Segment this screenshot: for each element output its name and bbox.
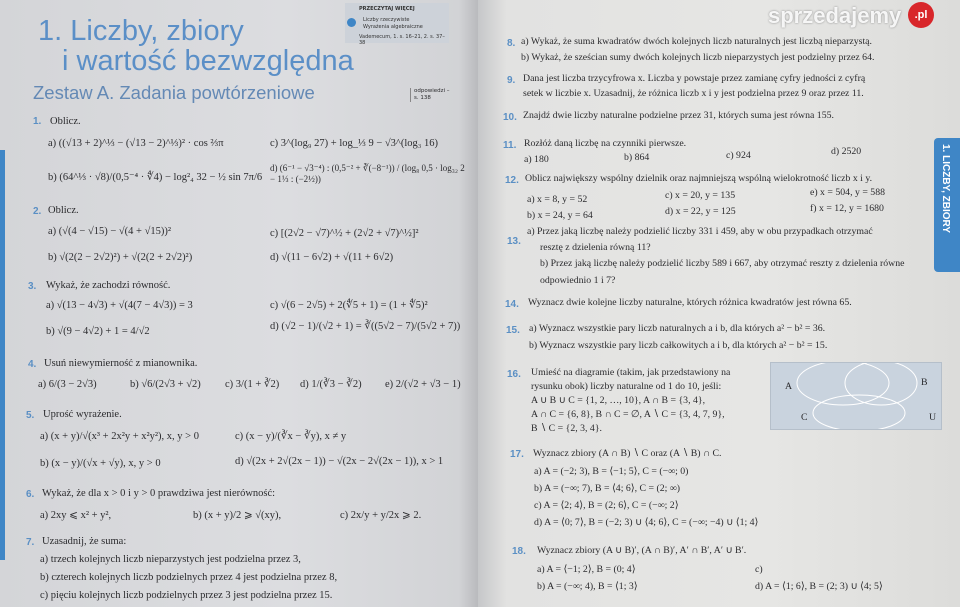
task-item: c) [(2√2 − √7)^½ + (2√2 + √7)^½]² [270,228,419,239]
task-item: c) A = ⟨2; 4⟩, B = (2; 6⟩, C = (−∞; 2⟩ [534,500,679,511]
task-text: Wyznacz zbiory (A ∪ B)′, (A ∩ B)′, A′ ∩ B′, A′ ∪ B′. [537,545,747,556]
task-item: d) √(2x + 2√(2x − 1)) − √(2x − 2√(2x − 1)), x > 1 [235,456,444,467]
task-text: Oblicz największy wspólny dzielnik oraz najmniejszą wspólną wielokrotność liczb x i y. [525,173,873,184]
task-number: 4. [28,359,37,370]
task-text: a) Wykaż, że suma kwadratów dwóch kolejnych liczb naturalnych jest liczbą nieparzystą. [521,36,872,47]
task-item: a) √(13 − 4√3) + √(4(7 − 4√3)) = 3 [46,300,193,311]
task-text: rysunku obok) liczby naturalne od 1 do 10, jeśli: [531,381,722,392]
read-more-item: Liczby rzeczywiste [363,17,410,23]
task-item: a) A = (−2; 3), B = ⟨−1; 5⟩, C = (−∞; 0) [534,466,689,477]
task-item: e) 2/(√2 + √3 − 1) [385,379,461,390]
task-item: b) A = (−∞; 7), B = ⟨4; 6⟩, C = (2; ∞) [534,483,681,494]
task-number: 18. [512,546,526,557]
task-item: a) (√(4 − √15) − √(4 + √15))² [48,226,171,237]
task-item: d) 1/(∛3 − ∛2) [300,379,362,390]
task-text: b) Wyznacz wszystkie pary liczb całkowitych a i b, dla których a² − b² = 15. [529,340,828,351]
task-item: d) (6⁻¹ − √3⁻⁴) : (0,5⁻² + ∛(−8⁻¹)) / (log₈ 0,5 · log₃₂ 2 − 1⅓ : (−2½)) [270,163,465,184]
left-edge-tab [0,150,5,560]
venn-label-c: C [801,412,808,423]
task-item: a) A = ⟨−1; 2⟩, B = (0; 4⟩ [537,564,636,575]
read-more-item: Wyrażenia algebraiczne [363,24,423,30]
read-more-ref: Vademecum, 1. s. 16–21, 2. s. 37–38 [359,34,445,46]
task-number: 15. [506,325,520,336]
section-title: Zestaw A. Zadania powtórzeniowe [33,82,315,103]
task-number: 10. [503,112,517,123]
task-item: c) 3^(log₉ 27) + log_⅓ 9 − √3^(log₃ 16) [270,138,439,149]
task-text: B ∖ C = {2, 3, 4}. [531,423,602,434]
task-item: a) 180 [524,154,549,165]
task-item: b) 864 [624,152,650,163]
task-text: Oblicz. [50,116,81,127]
task-number: 8. [507,38,516,49]
task-number: 1. [33,116,42,127]
info-icon [347,18,356,27]
task-item: a) 6/(3 − 2√3) [38,379,97,390]
chapter-title-line1: 1. Liczby, zbiory [38,15,244,47]
task-item: b) (x − y)/(√x + √y), x, y > 0 [40,458,161,469]
task-number: 12. [505,175,519,186]
task-number: 9. [507,75,516,86]
task-item: c) 3/(1 + ∛2) [225,379,280,390]
task-item: f) x = 12, y = 1680 [810,203,884,214]
task-item: c) [755,564,763,575]
task-number: 11. [503,140,517,151]
watermark-badge: .pl [908,2,934,28]
task-text: Znajdź dwie liczby naturalne podzielne przez 31, których suma jest równa 155. [523,110,834,121]
task-text: Oblicz. [48,205,79,216]
task-item: c) 2x/y + y/2x ⩾ 2. [340,510,422,521]
venn-diagram [770,362,942,430]
task-item: c) 924 [726,150,751,161]
venn-label-b: B [921,377,928,388]
task-text: A ∪ B ∪ C = {1, 2, …, 10}, A ∩ B = {3, 4}, [531,395,706,406]
task-item: b) √(2(2 − 2√2)²) + √(2(2 + 2√2)²) [48,252,193,263]
task-number: 5. [26,410,35,421]
task-number: 14. [505,299,519,310]
task-text: Usuń niewymierność z mianownika. [44,358,198,369]
task-item: c) √(6 − 2√5) + 2(∜5 + 1) = (1 + ∜5)² [270,300,428,311]
task-item: d) 2520 [831,146,862,157]
task-text: Wykaż, że dla x > 0 i y > 0 prawdziwa jest nierówność: [42,488,276,499]
task-item: b) √(9 − 4√2) + 1 = 4/√2 [46,326,150,337]
task-item: c) x = 20, y = 135 [665,190,736,201]
task-item: b) czterech kolejnych liczb podzielnych przez 4 jest podzielna przez 8, [40,572,338,583]
task-item: a) (x + y)/√(x³ + 2x²y + x²y²), x, y > 0 [40,431,199,442]
task-number: 2. [33,206,42,217]
side-tab-label: 1. LICZBY, ZBIORY [940,144,951,234]
task-text: b) Przez jaką liczbę należy podzielić liczby 589 i 667, aby otrzymać reszty z dzielenia równe [540,258,905,269]
task-number: 6. [26,489,35,500]
task-item: a) x = 8, y = 52 [527,194,588,205]
task-item: b) (x + y)/2 ⩾ √(xy), [193,510,282,521]
chapter-side-tab [934,138,960,272]
venn-label-a: A [785,381,793,392]
task-text: a) Przez jaką liczbę należy podzielić liczby 331 i 459, aby w obu przypadkach otrzymać [527,226,873,237]
venn-circles [771,363,941,429]
task-text: resztę z dzielenia równą 11? [540,242,651,253]
read-more-box [345,3,449,46]
task-text: Dana jest liczba trzycyfrowa x. Liczba y powstaje przez zamianę cyfry jedności z cyfrą [523,73,866,84]
task-item: b) A = (−∞; 4), B = ⟨1; 3⟩ [537,581,638,592]
task-number: 7. [26,537,35,548]
task-text: Uprość wyrażenie. [43,409,122,420]
task-text: setek w liczbie x. Uzasadnij, że różnica liczb x i y jest podzielna przez 9 oraz przez 11. [523,88,864,99]
task-item: d) x = 22, y = 125 [665,206,736,217]
watermark-logo: sprzedajemy [768,3,902,28]
task-text: Rozłóż daną liczbę na czynniki pierwsze. [524,138,687,149]
task-item: a) trzech kolejnych liczb nieparzystych jest podzielna przez 3, [40,554,301,565]
task-item: b) √6/(2√3 + √2) [130,379,201,390]
venn-label-u: U [929,412,937,423]
task-text: Wyznacz dwie kolejne liczby naturalne, których różnica kwadratów jest równa 65. [528,297,852,308]
task-number: 13. [507,236,521,247]
task-item: b) (64^⅓ · √8)/(0,5⁻⁴ · ∜4) − log²₄ 32 − ½ sin 7π/6 [48,172,263,183]
task-text: A ∩ C = {6, 8}, B ∩ C = ∅, A ∖ C = {3, 4, 7, 9}, [531,409,725,420]
task-item: d) √(11 − 6√2) + √(11 + 6√2) [270,252,394,263]
task-text: b) Wykaż, że sześcian sumy dwóch kolejnych liczb nieparzystych jest podzielny przez 64. [521,52,875,63]
task-text: Wyznacz zbiory (A ∩ B) ∖ C oraz (A ∖ B) ∩ C. [533,448,722,459]
task-number: 3. [28,281,37,292]
answers-note: odpowiedzi – s. 138 [410,88,454,102]
task-text: odpowiednio 1 i 7? [540,275,616,286]
task-text: Wykaż, że zachodzi równość. [46,280,171,291]
task-item: e) x = 504, y = 588 [810,187,885,198]
task-item: d) A = ⟨0; 7⟩, B = (−2; 3) ∪ ⟨4; 6⟩, C = (−∞; −4) ∪ ⟨1; 4⟩ [534,517,759,528]
task-number: 16. [507,369,521,380]
task-item: b) x = 24, y = 64 [527,210,593,221]
task-text: a) Wyznacz wszystkie pary liczb naturalnych a i b, dla których a² − b² = 36. [529,323,826,334]
task-item: a) ((√13 + 2)^⅓ − (√13 − 2)^⅓)² · cos ⅔π [48,138,224,149]
task-item: c) (x − y)/(∛x − ∛y), x ≠ y [235,431,347,442]
task-number: 17. [510,449,524,460]
task-item: d) A = ⟨1; 6⟩, B = (2; 3) ∪ ⟨4; 5⟩ [755,581,883,592]
task-item: c) pięciu kolejnych liczb podzielnych przez 3 jest podzielna przez 15. [40,590,333,601]
task-item: a) 2xy ⩽ x² + y², [40,510,112,521]
task-text: Uzasadnij, że suma: [42,536,127,547]
read-more-heading: PRZECZYTAJ WIĘCEJ [359,6,415,12]
chapter-title-line2: i wartość bezwzględna [62,45,354,77]
task-item: d) (√2 − 1)/(√2 + 1) = ∛((5√2 − 7)/(5√2 + 7)) [270,321,461,332]
task-text: Umieść na diagramie (takim, jak przedstawiony na [531,367,731,378]
